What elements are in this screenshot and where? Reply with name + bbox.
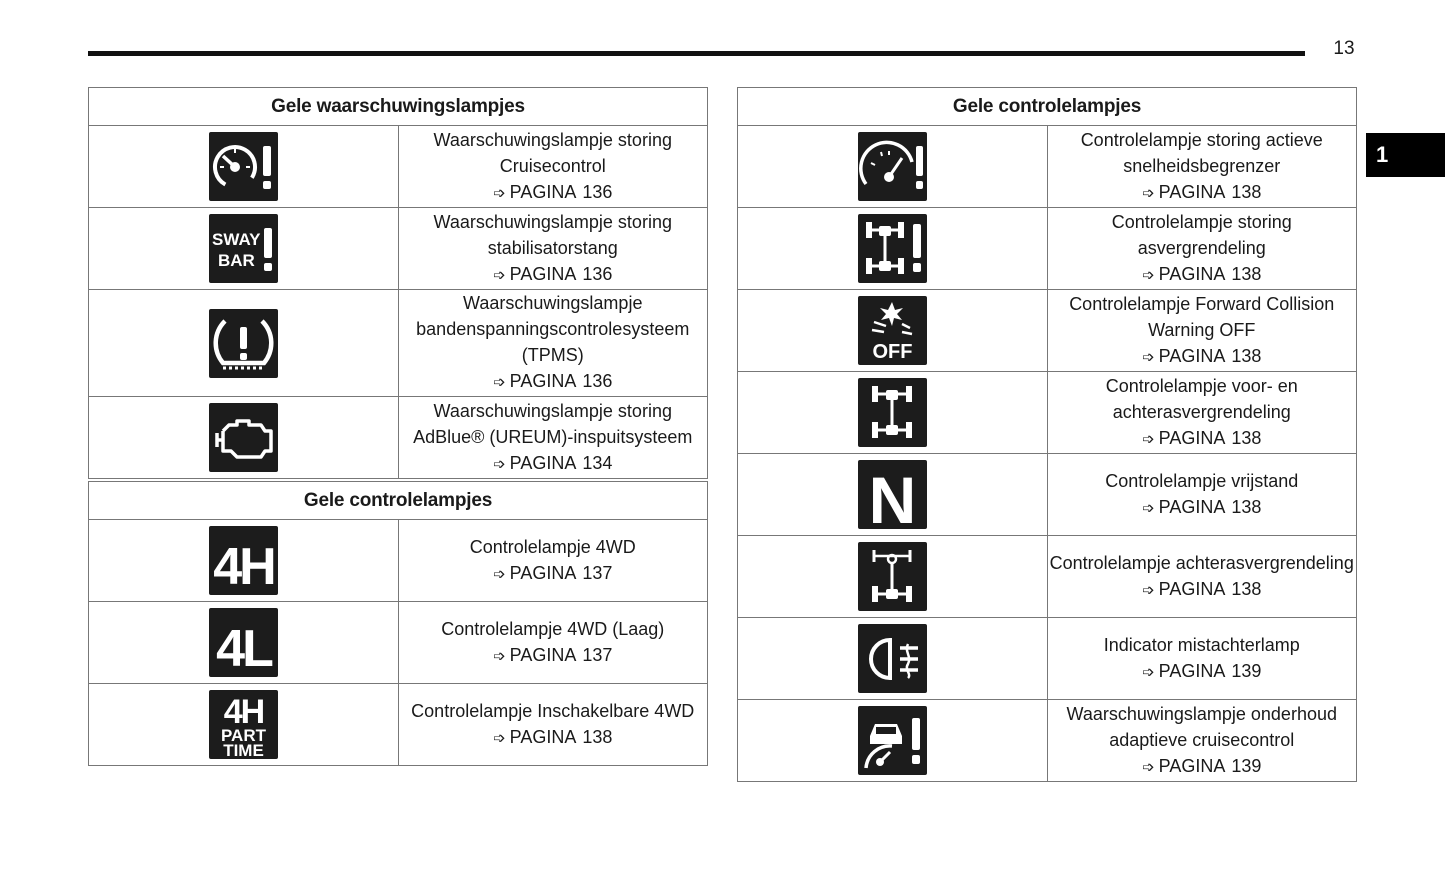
svg-text:SWAY: SWAY xyxy=(211,230,261,249)
page-number: 13 xyxy=(1333,38,1355,59)
rear-axle-lock-icon xyxy=(858,542,927,611)
table-title: Gele controlelampjes xyxy=(89,482,708,520)
table-row xyxy=(89,520,708,602)
table-yellow-warning-lamps xyxy=(88,87,708,479)
page-reference[interactable]: ➩ PAGINA 139 xyxy=(1048,658,1357,686)
4l-icon xyxy=(209,608,278,677)
table-row xyxy=(738,290,1357,372)
sway-bar-warning-icon xyxy=(209,214,278,283)
table-row xyxy=(738,208,1357,290)
adaptive-cruise-service-icon xyxy=(858,706,927,775)
svg-text:4L: 4L xyxy=(215,620,271,677)
arrow-right-icon: ➩ xyxy=(493,729,506,747)
table-row xyxy=(738,372,1357,454)
page-reference[interactable]: ➩ PAGINA 138 xyxy=(399,724,708,752)
page-reference[interactable]: ➩ PAGINA 137 xyxy=(399,642,708,670)
arrow-right-icon: ➩ xyxy=(493,647,506,665)
page-reference[interactable]: ➩ PAGINA 138 xyxy=(1048,576,1357,604)
svg-text:OFF: OFF xyxy=(872,341,913,363)
arrow-right-icon: ➩ xyxy=(1142,758,1155,776)
table-row xyxy=(738,700,1357,782)
svg-text:TIME: TIME xyxy=(222,741,264,759)
table-row xyxy=(89,208,708,290)
arrow-right-icon: ➩ xyxy=(1142,266,1155,284)
4h-part-time-icon xyxy=(209,690,278,759)
table-row xyxy=(738,618,1357,700)
table-row xyxy=(738,454,1357,536)
speed-limiter-fault-icon xyxy=(858,132,927,201)
arrow-right-icon: ➩ xyxy=(493,266,506,284)
svg-text:BAR: BAR xyxy=(217,251,255,270)
svg-text:N: N xyxy=(868,463,917,529)
lamp-description: Controlelampje 4WD (Laag) xyxy=(441,618,665,639)
lamp-description: Waarschuwingslampje storing AdBlue® (UREUM)-inspuitsysteem xyxy=(413,400,693,447)
lamp-description: Waarschuwingslampje storing Cruisecontrol xyxy=(433,129,672,176)
lamp-description: Controlelampje storing asvergrendeling xyxy=(1111,211,1292,258)
arrow-right-icon: ➩ xyxy=(1142,581,1155,599)
tpms-warning-icon xyxy=(209,309,278,378)
svg-text:4H: 4H xyxy=(223,693,263,731)
lamp-description: Waarschuwingslampje storing stabilisatorstang xyxy=(433,211,672,258)
arrow-right-icon: ➩ xyxy=(493,184,506,202)
svg-text:4H: 4H xyxy=(213,538,274,595)
rear-fog-lamp-icon xyxy=(858,624,927,693)
chapter-tab[interactable]: 1 xyxy=(1366,133,1445,177)
page-reference[interactable]: ➩ PAGINA 138 xyxy=(1048,494,1357,522)
header-rule xyxy=(88,51,1305,56)
page-reference[interactable]: ➩ PAGINA 138 xyxy=(1048,343,1357,371)
table-row xyxy=(89,126,708,208)
engine-adblue-warning-icon xyxy=(209,403,278,472)
arrow-right-icon: ➩ xyxy=(493,455,506,473)
4h-icon xyxy=(209,526,278,595)
arrow-right-icon: ➩ xyxy=(1142,499,1155,517)
lamp-description: Controlelampje achterasvergrendeling xyxy=(1049,552,1354,573)
lamp-description: Waarschuwingslampje onderhoud adaptieve cruisecontrol xyxy=(1066,703,1337,750)
page-reference[interactable]: ➩ PAGINA 134 xyxy=(399,450,708,478)
arrow-right-icon: ➩ xyxy=(1142,430,1155,448)
table-row xyxy=(738,536,1357,618)
forward-collision-off-icon xyxy=(858,296,927,365)
table-row xyxy=(89,397,708,479)
lamp-description: Controlelampje Inschakelbare 4WD xyxy=(411,700,695,721)
table-yellow-indicator-lamps-left xyxy=(88,481,708,766)
page-reference[interactable]: ➩ PAGINA 136 xyxy=(399,368,708,396)
arrow-right-icon: ➩ xyxy=(1142,348,1155,366)
lamp-description: Controlelampje 4WD xyxy=(469,536,636,557)
neutral-icon xyxy=(858,460,927,529)
table-row xyxy=(89,684,708,766)
table-row xyxy=(89,602,708,684)
axle-lock-fault-icon xyxy=(858,214,927,283)
page-reference[interactable]: ➩ PAGINA 137 xyxy=(399,560,708,588)
lamp-description: Indicator mistachterlamp xyxy=(1103,634,1300,655)
arrow-right-icon: ➩ xyxy=(493,565,506,583)
page-reference[interactable]: ➩ PAGINA 136 xyxy=(399,261,708,289)
table-row xyxy=(89,290,708,397)
table-title: Gele waarschuwingslampjes xyxy=(89,88,708,126)
lamp-description: Controlelampje vrijstand xyxy=(1105,470,1299,491)
svg-text:PART: PART xyxy=(220,726,266,745)
lamp-description: Waarschuwingslampje bandenspanningscontrolesysteem (TPMS) xyxy=(416,293,690,365)
lamp-description: Controlelampje voor- en achterasvergrendeling xyxy=(1105,375,1298,422)
page-reference[interactable]: ➩ PAGINA 138 xyxy=(1048,261,1357,289)
arrow-right-icon: ➩ xyxy=(493,374,506,391)
lamp-description: Controlelampje Forward Collision Warning OFF xyxy=(1069,293,1335,340)
page-reference[interactable]: ➩ PAGINA 136 xyxy=(399,179,708,207)
front-rear-axle-lock-icon xyxy=(858,378,927,447)
page-reference[interactable]: ➩ PAGINA 138 xyxy=(1048,179,1357,207)
page-reference[interactable]: ➩ PAGINA 139 xyxy=(1048,753,1357,781)
page-reference[interactable]: ➩ PAGINA 138 xyxy=(1048,425,1357,453)
arrow-right-icon: ➩ xyxy=(1142,184,1155,202)
table-yellow-indicator-lamps-right xyxy=(737,87,1357,782)
cruise-control-warning-icon xyxy=(209,132,278,201)
arrow-right-icon: ➩ xyxy=(1142,663,1155,681)
lamp-description: Controlelampje storing actieve snelheidsbegrenzer xyxy=(1080,129,1323,176)
table-row xyxy=(738,126,1357,208)
table-title: Gele controlelampjes xyxy=(738,88,1357,126)
